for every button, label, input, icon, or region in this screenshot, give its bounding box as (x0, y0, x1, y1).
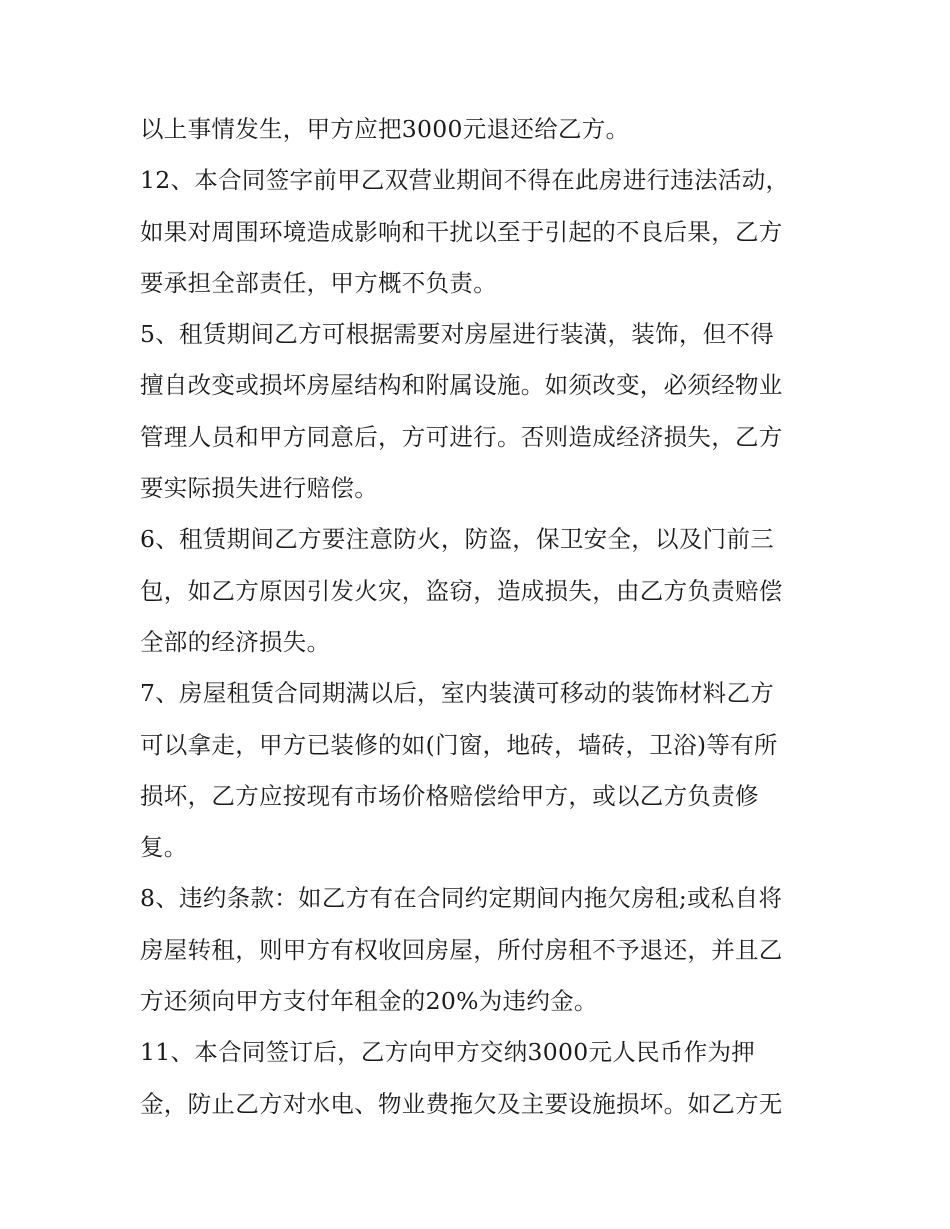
text-line: 管理人员和甲方同意后，方可进行。否则造成经济损失，乙方 (140, 422, 783, 451)
text-line: 5、租赁期间乙方可根据需要对房屋进行装潢，装饰，但不得 (140, 320, 775, 349)
text-line: 11、本合同签订后，乙方向甲方交纳3000元人民币作为押 (140, 1038, 756, 1067)
text-line: 包，如乙方原因引发火灾，盗窃，造成损失，由乙方负责赔偿 (140, 576, 783, 605)
text-line: 方还须向甲方支付年租金的20%为违约金。 (140, 987, 598, 1016)
text-line: 8、违约条款：如乙方有在合同约定期间内拖欠房租;或私自将 (140, 884, 783, 913)
text-line: 7、房屋租赁合同期满以后，室内装潢可移动的装饰材料乙方 (140, 679, 775, 708)
text-line: 损坏，乙方应按现有市场价格赔偿给甲方，或以乙方负责修 (140, 781, 759, 810)
text-line: 12、本合同签字前甲乙双营业期间不得在此房进行违法活动， (140, 166, 790, 195)
text-line: 要实际损失进行赔偿。 (140, 474, 378, 503)
text-line: 全部的经济损失。 (140, 627, 331, 656)
text-line: 要承担全部责任，甲方概不负责。 (140, 268, 497, 297)
text-line: 6、租赁期间乙方要注意防火，防盗，保卫安全，以及门前三 (140, 525, 775, 554)
text-line: 擅自改变或损坏房屋结构和附属设施。如须改变，必须经物业 (140, 371, 783, 400)
text-line: 房屋转租，则甲方有权收回房屋，所付房租不予退还，并且乙 (140, 935, 783, 964)
text-line: 可以拿走，甲方已装修的如(门窗，地砖，墙砖，卫浴)等有所 (140, 730, 778, 759)
text-line: 以上事情发生，甲方应把3000元退还给乙方。 (140, 115, 630, 143)
contract-text (140, 104, 820, 1130)
text-line: 金，防止乙方对水电、物业费拖欠及主要设施损坏。如乙方无 (140, 1089, 783, 1118)
text-line: 复。 (140, 833, 188, 862)
text-line: 如果对周围环境造成影响和干扰以至于引起的不良后果，乙方 (140, 217, 783, 246)
